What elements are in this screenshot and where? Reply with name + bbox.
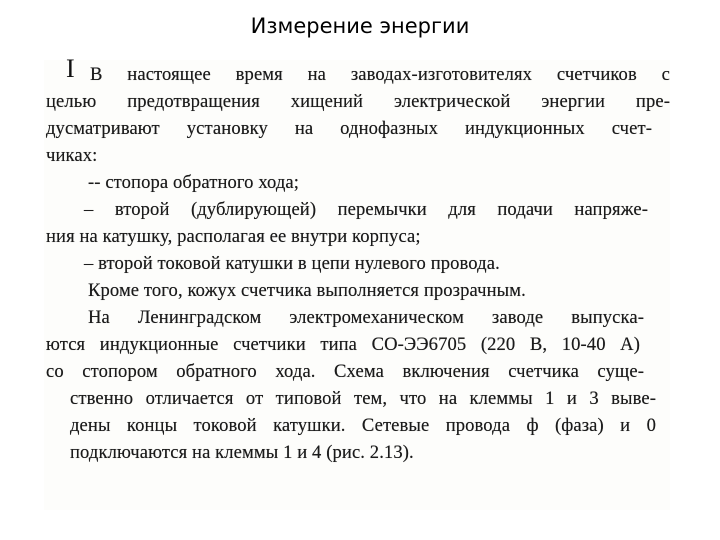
list-item-1: -- стопора обратного хода;: [88, 172, 300, 193]
list-item-3: – второй токовой катушки в цепи нулевого провода.: [84, 253, 500, 274]
list-item-2: – второй (дублирующей) перемычки для подачи напряже-: [84, 199, 648, 220]
text-line-14: дены концы токовой катушки. Сетевые провода ф (фаза) и 0: [70, 415, 656, 436]
text-line-3: дусматривают установку на однофазных индукционных счет-: [46, 118, 652, 139]
list-item-2-cont: ния на катушку, располагая ее внутри корпуса;: [46, 226, 421, 247]
text-line-2: целью предотвращения хищений электрической энергии пре-: [46, 91, 670, 112]
text-line-9: Кроме того, кожух счетчика выполняется прозрачным.: [88, 280, 526, 301]
text-line-15: подключаются на клеммы 1 и 4 (рис. 2.13).: [70, 442, 414, 463]
scanned-text-page: [44, 54, 670, 510]
text-line-10: На Ленинградском электромеханическом заводе выпуска-: [88, 307, 644, 328]
text-line-12: со стопором обратного хода. Схема включения счетчика суще-: [46, 361, 644, 382]
text-line-13: ственно отличается от типовой тем, что на клеммы 1 и 3 выве-: [70, 388, 656, 409]
text-line-1: В настоящее время на заводах-изготовителях счетчиков с: [90, 64, 670, 85]
margin-mark: I: [66, 54, 75, 83]
slide-title: Измерение энергии: [250, 14, 470, 38]
text-line-4: чиках:: [46, 145, 98, 166]
text-line-11: ются индукционные счетчики типа СО-ЭЭ6705 (220 В, 10-40 А): [46, 334, 640, 355]
